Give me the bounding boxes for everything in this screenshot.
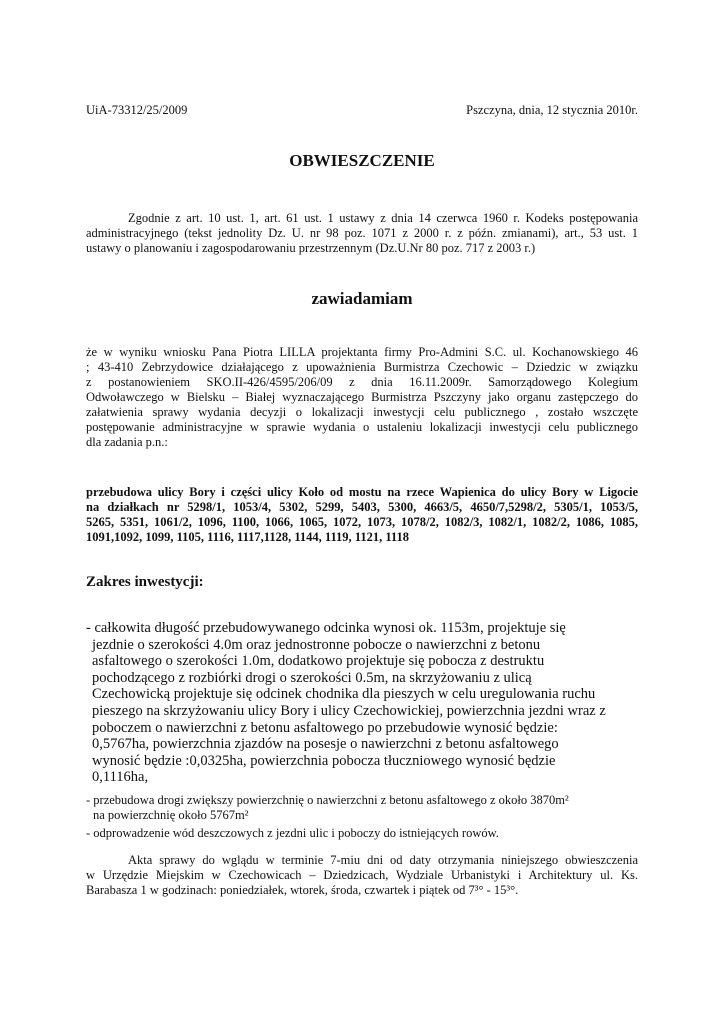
scope-main-item bbox=[86, 620, 646, 786]
scope-extra-items bbox=[86, 793, 646, 841]
project-line: 5265, 5351, 1061/2, 1096, 1100, 1066, 1065, 1072, 1073, 1078/2, 1082/3, 1082/1, 1082/2, 1086, 1085, bbox=[86, 515, 638, 529]
notice-body-line: Odwoławczego w Bielsku – Białej wyznaczającego Burmistrza Pszczyny jako organu zastępczego do bbox=[86, 390, 638, 404]
closing-line: Barabasza 1 w godzinach: poniedziałek, wtorek, środa, czwartek i piątek od 7³° - 15³°. bbox=[86, 883, 519, 897]
legal-basis-line: Zgodnie z art. 10 ust. 1, art. 61 ust. 1 ustawy z dnia 14 czerwca 1960 r. Kodeks postępowania bbox=[128, 211, 638, 225]
scope-line: - całkowita długość przebudowywanego odcinka wynosi ok. 1153m, projektuje się bbox=[86, 620, 566, 636]
scope-line: asfaltowego o szerokości 1.0m, dodatkowo projektuje się pobocza z destruktu bbox=[92, 653, 545, 670]
project-description bbox=[86, 485, 638, 545]
project-line: 1091,1092, 1099, 1105, 1116, 1117,1128, 1144, 1119, 1121, 1118 bbox=[86, 530, 409, 544]
document-reference: UiA-73312/25/2009 bbox=[86, 103, 188, 117]
document-title: OBWIESZCZENIE bbox=[289, 151, 435, 170]
notice-body-line: ; 43-410 Zebrzydowice działającego z upoważnienia Burmistrza Czechowic – Dziedzic w związku bbox=[86, 360, 638, 374]
closing-paragraph bbox=[86, 853, 638, 898]
notice-body-line: dla zadania p.n.: bbox=[86, 435, 168, 449]
closing-line: Akta sprawy do wglądu w terminie 7-miu dni od daty otrzymania niniejszego obwieszczenia bbox=[128, 853, 638, 867]
notice-body-line: z postanowieniem SKO.II-426/4595/206/09 z dnia 16.11.2009r. Samorządowego Kolegium bbox=[86, 375, 638, 389]
project-line: na działkach nr 5298/1, 1053/4, 5302, 5299, 5403, 5300, 4663/5, 4650/7,5298/2, 5305/1, 1053/5, bbox=[86, 500, 638, 514]
scope-line: poboczem o nawierzchni z betonu asfaltowego po przebudowie wynosić będzie: bbox=[92, 719, 558, 736]
scope-extra-line: - przebudowa drogi zwiększy powierzchnię o nawierzchni z betonu asfaltowego z około 3870m² bbox=[86, 793, 569, 807]
project-line: przebudowa ulicy Bory i części ulicy Koło od mostu na rzece Wapienica do ulicy Bory w Ligocie bbox=[86, 485, 638, 499]
scope-line: jezdnie o szerokości 4.0m oraz jednostronne pobocze o nawierzchni z betonu bbox=[92, 636, 541, 653]
notice-body-paragraph bbox=[86, 345, 638, 450]
place-date: Pszczyna, dnia, 12 stycznia 2010r. bbox=[466, 103, 638, 117]
scope-line: 0,1116ha, bbox=[92, 769, 149, 786]
scope-extra-line: na powierzchnię około 5767m² bbox=[93, 808, 249, 822]
scope-line: pieszego na skrzyżowaniu ulicy Bory i ulicy Czechowickiej, powierzchnia jezdni wraz z bbox=[92, 702, 606, 719]
legal-basis-line: ustawy o planowaniu i zagospodarowaniu przestrzennym (Dz.U.Nr 80 poz. 717 z 2003 r.) bbox=[86, 241, 536, 255]
announcement-heading: zawiadamiam bbox=[311, 289, 413, 308]
legal-basis-line: administracyjnego (tekst jednolity Dz. U. nr 98 poz. 1071 z 2000 r. z późn. zmianami), art., 53 ust. 1 bbox=[86, 226, 638, 240]
scope-line: wynosić będzie :0,0325ha, powierzchnia pobocza tłuczniowego wynosić będzie bbox=[92, 752, 556, 769]
scope-line: Czechowicką projektuje się odcinek chodnika dla pieszych w celu uregulowania ruchu bbox=[92, 686, 596, 703]
notice-body-line: załatwienia sprawy wydania decyzji o lokalizacji inwestycji celu publicznego , zostało wszczęte bbox=[86, 405, 638, 419]
notice-body-line: postępowanie administracyjne w sprawie wydania o ustaleniu lokalizacji inwestycji celu publicznego bbox=[86, 420, 638, 434]
closing-line: w Urzędzie Miejskim w Czechowicach – Dziedzicach, Wydziale Urbanistyki i Architektury ul. Ks. bbox=[86, 868, 638, 882]
legal-basis-paragraph bbox=[86, 211, 638, 256]
scope-line: 0,5767ha, powierzchnia zjazdów na posesje o nawierzchni z betonu asfaltowego bbox=[92, 736, 559, 753]
scope-heading: Zakres inwestycji: bbox=[86, 574, 204, 590]
scope-line: pochodzącego z rozbiórki drogi o szerokości 0.5m, na skrzyżowaniu z ulicą bbox=[92, 669, 532, 686]
scope-extra-line: - odprowadzenie wód deszczowych z jezdni ulic i poboczy do istniejących rowów. bbox=[86, 826, 499, 840]
notice-body-line: że w wyniku wniosku Pana Piotra LILLA projektanta firmy Pro-Admini S.C. ul. Kochanowskiego 46 bbox=[86, 345, 638, 359]
